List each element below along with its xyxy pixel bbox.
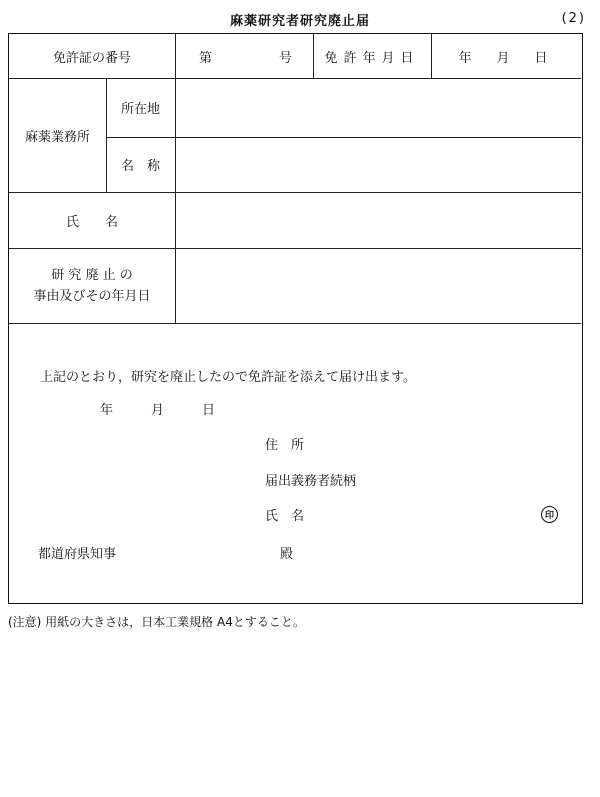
form-title: 麻薬研究者研究廃止届 (229, 14, 370, 29)
license-date-label: 免許年月日 (324, 50, 420, 66)
license-number-prefix: 第 (199, 50, 213, 66)
office-address-field[interactable] (175, 78, 581, 137)
license-date-value: 年 月 日 (458, 50, 554, 66)
license-number-label: 免許証の番号 (52, 50, 131, 66)
declaration-date: 年 月 日 (100, 403, 220, 418)
seal-mark: 印 (541, 506, 558, 523)
license-number-suffix: 号 (279, 50, 293, 66)
footnote: (注意) 用紙の大きさは，日本工業規格 A4とすること。 (8, 615, 305, 629)
office-name-label: 名 称 (120, 159, 160, 174)
addressee-honorific: 殿 (280, 547, 294, 562)
row-divider (9, 323, 581, 324)
applicant-address-label: 住 所 (265, 438, 305, 453)
page-number: (2) (561, 11, 586, 26)
office-address-label: 所在地 (120, 102, 160, 117)
applicant-relation-label: 届出義務者続柄 (265, 474, 357, 489)
reason-field[interactable] (175, 248, 581, 323)
applicant-name-label: 氏 名 (265, 509, 305, 524)
declaration-statement: 上記のとおり，研究を廃止したので免許証を添えて届け出ます。 (40, 370, 416, 385)
reason-label-line2: 事由及びその年月日 (33, 288, 151, 304)
reason-label-line1: 研 究 廃 止 の (51, 267, 133, 283)
person-name-label: 氏 名 (65, 214, 118, 230)
person-name-field[interactable] (175, 192, 581, 248)
addressee-label: 都道府県知事 (38, 547, 117, 562)
office-name-field[interactable] (175, 137, 581, 192)
office-label: 麻薬業務所 (24, 129, 90, 145)
